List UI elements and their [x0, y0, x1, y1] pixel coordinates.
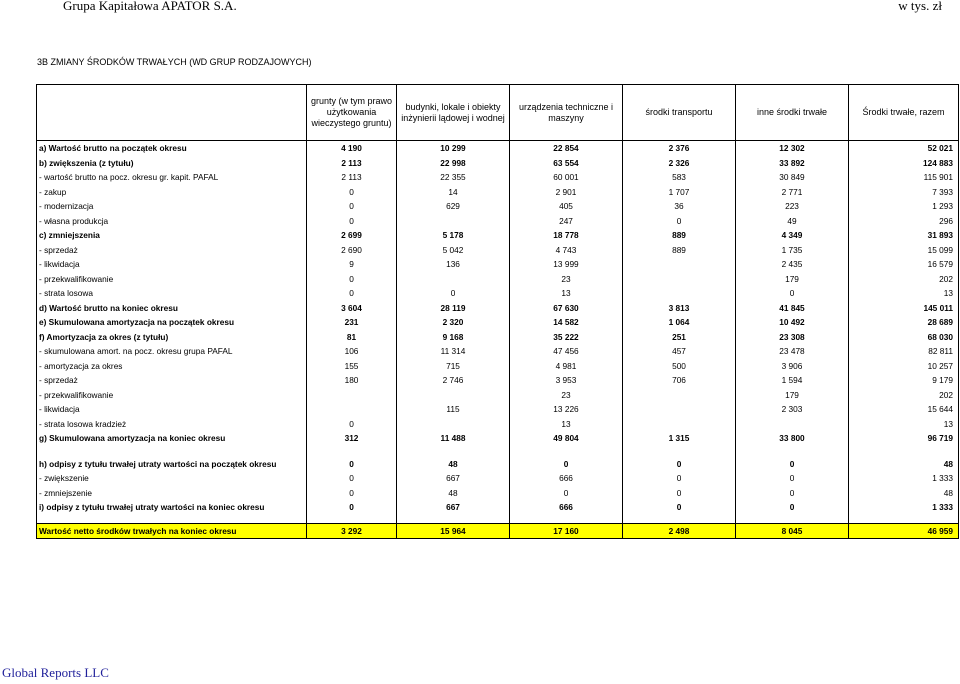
row-value-cell	[397, 214, 510, 229]
row-value-cell: 30 849	[736, 170, 849, 185]
row-value-cell: 179	[736, 272, 849, 287]
row-value-cell: 4 349	[736, 228, 849, 243]
row-value-cell: 2 435	[736, 257, 849, 272]
row-total-cell: 7 393	[849, 185, 959, 200]
row-value-cell: 22 854	[510, 141, 623, 156]
row-label: - wartość brutto na pocz. okresu gr. kapit. PAFAL	[37, 170, 307, 185]
row-total-cell: 16 579	[849, 257, 959, 272]
row-value-cell: 2 771	[736, 185, 849, 200]
row-value-cell: 63 554	[510, 156, 623, 171]
row-label: e) Skumulowana amortyzacja na początek okresu	[37, 315, 307, 330]
row-value-cell	[397, 417, 510, 432]
row-value-cell: 36	[623, 199, 736, 214]
row-label: - strata losowa	[37, 286, 307, 301]
row-value-cell: 0	[510, 457, 623, 472]
row-value-cell: 1 707	[623, 185, 736, 200]
row-total-cell: 46 959	[849, 523, 959, 539]
table-row	[37, 301, 959, 316]
row-value-cell: 706	[623, 373, 736, 388]
row-value-cell: 9	[307, 257, 397, 272]
row-value-cell: 667	[397, 500, 510, 515]
row-value-cell: 0	[736, 471, 849, 486]
row-value-cell: 0	[623, 457, 736, 472]
table-row	[37, 431, 959, 446]
row-value-cell: 0	[307, 199, 397, 214]
row-value-cell: 0	[307, 286, 397, 301]
row-value-cell: 81	[307, 330, 397, 345]
table-row	[37, 315, 959, 330]
row-value-cell: 10 492	[736, 315, 849, 330]
row-value-cell: 33 892	[736, 156, 849, 171]
row-value-cell: 0	[307, 417, 397, 432]
row-value-cell: 457	[623, 344, 736, 359]
row-value-cell: 1 064	[623, 315, 736, 330]
row-value-cell	[307, 388, 397, 403]
table-row	[37, 141, 959, 156]
row-value-cell: 23 478	[736, 344, 849, 359]
row-label: i) odpisy z tytułu trwałej utraty wartości na koniec okresu	[37, 500, 307, 515]
row-value-cell: 13 999	[510, 257, 623, 272]
row-value-cell: 0	[623, 486, 736, 501]
row-value-cell: 0	[307, 185, 397, 200]
row-label: - amortyzacja za okres	[37, 359, 307, 374]
row-value-cell: 23 308	[736, 330, 849, 345]
row-value-cell: 3 604	[307, 301, 397, 316]
row-value-cell: 2 320	[397, 315, 510, 330]
row-value-cell: 629	[397, 199, 510, 214]
column-header-transport: środki transportu	[623, 85, 736, 141]
row-total-cell: 13	[849, 286, 959, 301]
row-label: - przekwalifikowanie	[37, 388, 307, 403]
column-header-buildings: budynki, lokale i obiekty inżynierii lądowej i wodnej	[397, 85, 510, 141]
row-value-cell: 2 376	[623, 141, 736, 156]
table-row	[37, 228, 959, 243]
row-value-cell: 3 813	[623, 301, 736, 316]
row-total-cell: 68 030	[849, 330, 959, 345]
row-value-cell: 0	[736, 286, 849, 301]
table-row	[37, 257, 959, 272]
row-label: d) Wartość brutto na koniec okresu	[37, 301, 307, 316]
row-value-cell: 0	[397, 286, 510, 301]
row-total-cell: 10 257	[849, 359, 959, 374]
row-value-cell: 0	[307, 214, 397, 229]
row-label: - zmniejszenie	[37, 486, 307, 501]
row-value-cell: 4 743	[510, 243, 623, 258]
row-total-cell: 96 719	[849, 431, 959, 446]
row-value-cell: 2 746	[397, 373, 510, 388]
row-value-cell: 0	[623, 214, 736, 229]
row-value-cell: 2 326	[623, 156, 736, 171]
row-value-cell: 9 168	[397, 330, 510, 345]
table-row	[37, 500, 959, 515]
row-label: - zwiększenie	[37, 471, 307, 486]
row-value-cell: 0	[736, 486, 849, 501]
row-value-cell: 2 901	[510, 185, 623, 200]
row-value-cell: 67 630	[510, 301, 623, 316]
table-row	[37, 214, 959, 229]
row-total-cell: 28 689	[849, 315, 959, 330]
row-total-cell: 15 099	[849, 243, 959, 258]
row-value-cell: 5 178	[397, 228, 510, 243]
row-value-cell: 0	[736, 500, 849, 515]
row-value-cell: 312	[307, 431, 397, 446]
table-row	[37, 286, 959, 301]
table-row	[37, 457, 959, 472]
row-total-cell: 15 644	[849, 402, 959, 417]
row-value-cell: 11 488	[397, 431, 510, 446]
table-row	[37, 417, 959, 432]
row-label: - własna produkcja	[37, 214, 307, 229]
row-value-cell: 667	[397, 471, 510, 486]
spacer-row	[37, 515, 959, 524]
table-row	[37, 156, 959, 171]
row-value-cell: 2 690	[307, 243, 397, 258]
row-label: Wartość netto środków trwałych na koniec okresu	[37, 523, 307, 539]
row-value-cell: 4 981	[510, 359, 623, 374]
row-label: f) Amortyzacja za okres (z tytułu)	[37, 330, 307, 345]
table-row	[37, 185, 959, 200]
table-row	[37, 486, 959, 501]
table-row	[37, 170, 959, 185]
row-value-cell: 22 998	[397, 156, 510, 171]
row-value-cell: 223	[736, 199, 849, 214]
row-value-cell: 666	[510, 500, 623, 515]
row-value-cell: 0	[510, 486, 623, 501]
row-total-cell: 13	[849, 417, 959, 432]
row-value-cell: 247	[510, 214, 623, 229]
row-value-cell: 106	[307, 344, 397, 359]
row-value-cell: 10 299	[397, 141, 510, 156]
row-value-cell: 0	[623, 471, 736, 486]
net-value-row	[37, 523, 959, 539]
row-value-cell	[623, 257, 736, 272]
row-value-cell: 251	[623, 330, 736, 345]
row-value-cell	[623, 402, 736, 417]
column-header-machinery: urządzenia techniczne i maszyny	[510, 85, 623, 141]
table-row	[37, 402, 959, 417]
row-value-cell: 1 315	[623, 431, 736, 446]
row-total-cell: 124 883	[849, 156, 959, 171]
row-value-cell	[623, 286, 736, 301]
table-row	[37, 272, 959, 287]
row-value-cell: 2 699	[307, 228, 397, 243]
row-label: h) odpisy z tytułu trwałej utraty wartości na początek okresu	[37, 457, 307, 472]
row-value-cell	[397, 272, 510, 287]
row-value-cell: 22 355	[397, 170, 510, 185]
row-value-cell: 583	[623, 170, 736, 185]
table-row	[37, 471, 959, 486]
row-value-cell: 8 045	[736, 523, 849, 539]
row-value-cell: 11 314	[397, 344, 510, 359]
row-label: - modernizacja	[37, 199, 307, 214]
section-title: 3B ZMIANY ŚRODKÓW TRWAŁYCH (WD GRUP RODZAJOWYCH)	[37, 57, 312, 67]
row-label: c) zmniejszenia	[37, 228, 307, 243]
row-value-cell: 0	[307, 500, 397, 515]
row-label: - zakup	[37, 185, 307, 200]
row-value-cell: 0	[307, 457, 397, 472]
table-row	[37, 388, 959, 403]
row-total-cell: 82 811	[849, 344, 959, 359]
row-value-cell: 136	[397, 257, 510, 272]
row-value-cell: 715	[397, 359, 510, 374]
row-value-cell: 23	[510, 272, 623, 287]
table-row	[37, 359, 959, 374]
row-value-cell: 3 953	[510, 373, 623, 388]
company-name: Grupa Kapitałowa APATOR S.A.	[63, 0, 237, 13]
column-header-other: inne środki trwałe	[736, 85, 849, 141]
row-value-cell: 2 113	[307, 156, 397, 171]
row-value-cell: 179	[736, 388, 849, 403]
column-header-label	[37, 85, 307, 141]
row-value-cell: 115	[397, 402, 510, 417]
row-value-cell: 4 190	[307, 141, 397, 156]
row-value-cell: 48	[397, 457, 510, 472]
row-value-cell: 3 292	[307, 523, 397, 539]
row-value-cell: 0	[307, 471, 397, 486]
row-label: g) Skumulowana amortyzacja na koniec okresu	[37, 431, 307, 446]
row-total-cell: 1 333	[849, 500, 959, 515]
row-value-cell: 49	[736, 214, 849, 229]
row-value-cell: 180	[307, 373, 397, 388]
row-total-cell: 9 179	[849, 373, 959, 388]
row-value-cell	[623, 388, 736, 403]
row-value-cell: 18 778	[510, 228, 623, 243]
spacer-row	[37, 446, 959, 457]
row-value-cell: 35 222	[510, 330, 623, 345]
row-total-cell: 115 901	[849, 170, 959, 185]
row-value-cell: 14	[397, 185, 510, 200]
row-value-cell: 13	[510, 286, 623, 301]
row-total-cell: 52 021	[849, 141, 959, 156]
row-value-cell: 405	[510, 199, 623, 214]
row-value-cell: 889	[623, 228, 736, 243]
row-value-cell: 2 303	[736, 402, 849, 417]
row-value-cell: 889	[623, 243, 736, 258]
row-value-cell: 48	[397, 486, 510, 501]
row-value-cell: 49 804	[510, 431, 623, 446]
table-row	[37, 373, 959, 388]
row-label: a) Wartość brutto na początek okresu	[37, 141, 307, 156]
row-value-cell: 28 119	[397, 301, 510, 316]
table-row	[37, 243, 959, 258]
row-value-cell: 666	[510, 471, 623, 486]
row-value-cell	[307, 402, 397, 417]
column-header-table	[36, 84, 959, 141]
row-value-cell: 3 906	[736, 359, 849, 374]
row-label: - strata losowa kradzież	[37, 417, 307, 432]
row-total-cell: 31 893	[849, 228, 959, 243]
row-value-cell: 13	[510, 417, 623, 432]
row-value-cell: 41 845	[736, 301, 849, 316]
row-value-cell: 500	[623, 359, 736, 374]
table-row	[37, 330, 959, 345]
units-label: w tys. zł	[898, 0, 942, 13]
row-total-cell: 1 293	[849, 199, 959, 214]
row-value-cell: 33 800	[736, 431, 849, 446]
table-row	[37, 344, 959, 359]
row-value-cell: 17 160	[510, 523, 623, 539]
row-total-cell: 48	[849, 457, 959, 472]
row-total-cell: 48	[849, 486, 959, 501]
row-value-cell: 231	[307, 315, 397, 330]
footer-brand: Global Reports LLC	[2, 665, 109, 680]
column-header-total: Środki trwałe, razem	[849, 85, 959, 141]
row-total-cell: 1 333	[849, 471, 959, 486]
row-label: - sprzedaż	[37, 373, 307, 388]
row-value-cell: 47 456	[510, 344, 623, 359]
row-value-cell: 0	[307, 486, 397, 501]
row-label: - likwidacja	[37, 402, 307, 417]
row-value-cell: 2 113	[307, 170, 397, 185]
column-header-land: grunty (w tym prawo użytkowania wieczystego gruntu)	[307, 85, 397, 141]
row-total-cell: 145 011	[849, 301, 959, 316]
row-total-cell: 296	[849, 214, 959, 229]
row-value-cell: 0	[307, 272, 397, 287]
row-value-cell: 13 226	[510, 402, 623, 417]
row-value-cell: 60 001	[510, 170, 623, 185]
row-value-cell: 23	[510, 388, 623, 403]
row-value-cell: 1 594	[736, 373, 849, 388]
row-value-cell: 1 735	[736, 243, 849, 258]
row-total-cell: 202	[849, 388, 959, 403]
row-value-cell: 0	[623, 500, 736, 515]
row-label: - likwidacja	[37, 257, 307, 272]
row-value-cell	[623, 417, 736, 432]
row-label: - skumulowana amort. na pocz. okresu grupa PAFAL	[37, 344, 307, 359]
row-value-cell: 2 498	[623, 523, 736, 539]
row-value-cell	[623, 272, 736, 287]
fixed-assets-table	[36, 140, 959, 539]
table-row	[37, 199, 959, 214]
row-total-cell: 202	[849, 272, 959, 287]
row-value-cell: 12 302	[736, 141, 849, 156]
row-value-cell: 15 964	[397, 523, 510, 539]
row-label: b) zwiększenia (z tytułu)	[37, 156, 307, 171]
row-value-cell: 155	[307, 359, 397, 374]
row-value-cell	[736, 417, 849, 432]
row-value-cell	[397, 388, 510, 403]
row-label: - sprzedaż	[37, 243, 307, 258]
row-value-cell: 5 042	[397, 243, 510, 258]
row-label: - przekwalifikowanie	[37, 272, 307, 287]
row-value-cell: 14 582	[510, 315, 623, 330]
row-value-cell: 0	[736, 457, 849, 472]
